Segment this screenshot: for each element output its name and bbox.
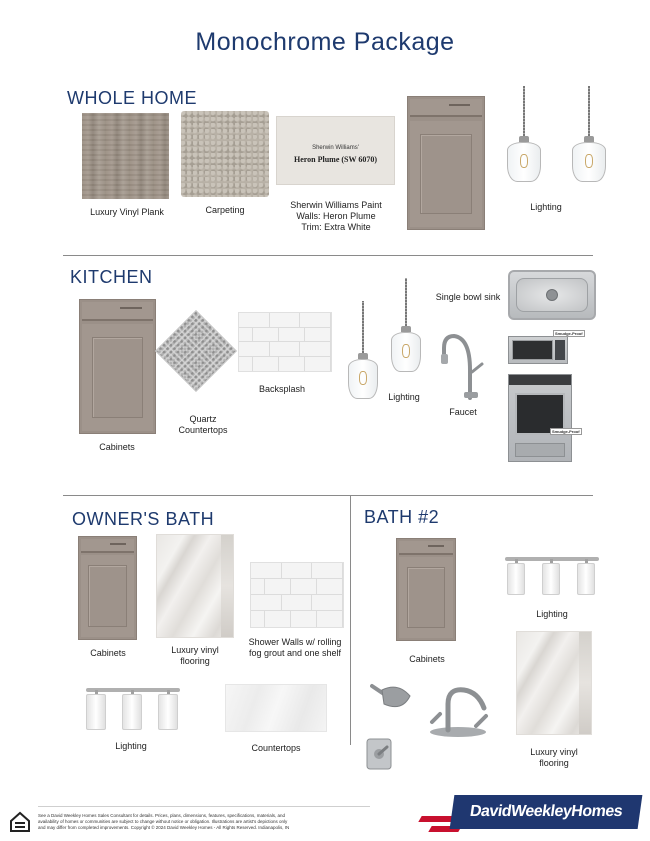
disclaimer-line: See a David Weekley Homes Sales Consultant for details. Prices, plans, dimensions, features, specifications, materials, and: [38, 813, 286, 818]
paint-chip-name: Heron Plume (SW 6070): [293, 155, 378, 164]
vanity-light-icon: [82, 688, 184, 732]
kitchen-cabinets-caption: Cabinets: [99, 442, 135, 452]
bath2-flooring-caption-1: Luxury vinyl: [530, 747, 578, 757]
lvp-swatch: [82, 113, 169, 199]
owners-bath-cabinet-swatch: [78, 536, 137, 640]
owners-bath-lighting-caption: Lighting: [115, 741, 147, 751]
owners-bath-flooring-caption-1: Luxury vinyl: [171, 645, 219, 655]
faucet-caption: Faucet: [449, 407, 477, 417]
footer-disclaimer: [38, 813, 368, 831]
bath2-flooring-swatch: [516, 631, 592, 735]
footer-divider: [38, 806, 370, 807]
pendant-light-icon: [391, 278, 421, 374]
kitchen-faucet-icon: [440, 330, 486, 400]
section-title-owners-bath: OWNER'S BATH: [72, 509, 215, 529]
smudge-proof-badge: Smudge-Proof: [552, 429, 580, 434]
page-title: Monochrome Package: [195, 28, 455, 56]
carpet-swatch: [181, 111, 269, 197]
lvp-caption: Luxury Vinyl Plank: [90, 207, 164, 217]
disclaimer-line: and may differ from completed improvements. Copyright © 2024 David Weekley Homes - All Rights Reserved. Indianapolis, IN: [38, 825, 290, 830]
paint-chip-brand: Sherwin Williams': [312, 145, 359, 151]
backsplash-swatch: [238, 312, 332, 372]
sink-swatch: [508, 270, 596, 320]
sink-caption: Single bowl sink: [435, 292, 501, 302]
section-title-kitchen: KITCHEN: [70, 267, 153, 287]
paint-caption-2: Walls: Heron Plume: [296, 211, 376, 221]
equal-housing-icon: [9, 811, 31, 833]
quartz-caption-2: Countertops: [178, 425, 228, 435]
brand-logo: DavidWeekleyHomes: [450, 795, 643, 829]
pendant-light-icon: [572, 86, 606, 182]
owners-bath-flooring-caption-2: flooring: [180, 656, 210, 666]
owners-bath-countertop-swatch: [225, 684, 327, 732]
divider: [63, 255, 593, 256]
range-image: [508, 374, 572, 462]
owners-bath-countertops-caption: Countertops: [251, 743, 301, 753]
paint-caption-1: Sherwin Williams Paint: [290, 200, 382, 210]
kitchen-cabinet-swatch: [79, 299, 156, 434]
owners-bath-cabinets-caption: Cabinets: [90, 648, 126, 658]
pendant-light-icon: [348, 301, 378, 399]
section-title-whole-home: WHOLE HOME: [67, 88, 198, 108]
whole-home-lighting-caption: Lighting: [530, 202, 562, 212]
smudge-proof-badge: Smudge-Proof: [555, 331, 583, 336]
shower-walls-caption-1: Shower Walls w/ rolling: [248, 637, 342, 647]
backsplash-caption: Backsplash: [258, 384, 306, 394]
paint-chip: [276, 116, 395, 185]
owners-bath-flooring-swatch: [156, 534, 234, 638]
carpet-caption: Carpeting: [205, 205, 245, 215]
whole-home-cabinet-swatch: [407, 96, 485, 230]
vanity-light-icon: [505, 557, 599, 597]
quartz-caption-1: Quartz: [189, 414, 217, 424]
kitchen-lighting-caption: Lighting: [388, 392, 420, 402]
shower-walls-caption-2: fog grout and one shelf: [248, 648, 342, 658]
pendant-light-icon: [507, 86, 541, 182]
section-title-bath2: BATH #2: [364, 507, 440, 527]
quartz-swatch: [155, 310, 237, 392]
shower-valve-icon: [366, 738, 392, 770]
microwave-image: [508, 336, 568, 364]
disclaimer-line: availability of homes or communities are subject to change without notice or obligation. Illustrations are artist's depictions only: [38, 819, 288, 824]
bath2-flooring-caption-2: flooring: [539, 758, 569, 768]
vertical-divider: [350, 495, 351, 745]
showerhead-icon: [370, 682, 414, 718]
shower-walls-swatch: [250, 562, 344, 628]
bath2-lighting-caption: Lighting: [536, 609, 568, 619]
paint-caption-3: Trim: Extra White: [301, 222, 371, 232]
bath2-cabinet-swatch: [396, 538, 456, 641]
divider: [63, 495, 593, 496]
bath-faucet-icon: [428, 682, 494, 738]
bath2-cabinets-caption: Cabinets: [409, 654, 445, 664]
